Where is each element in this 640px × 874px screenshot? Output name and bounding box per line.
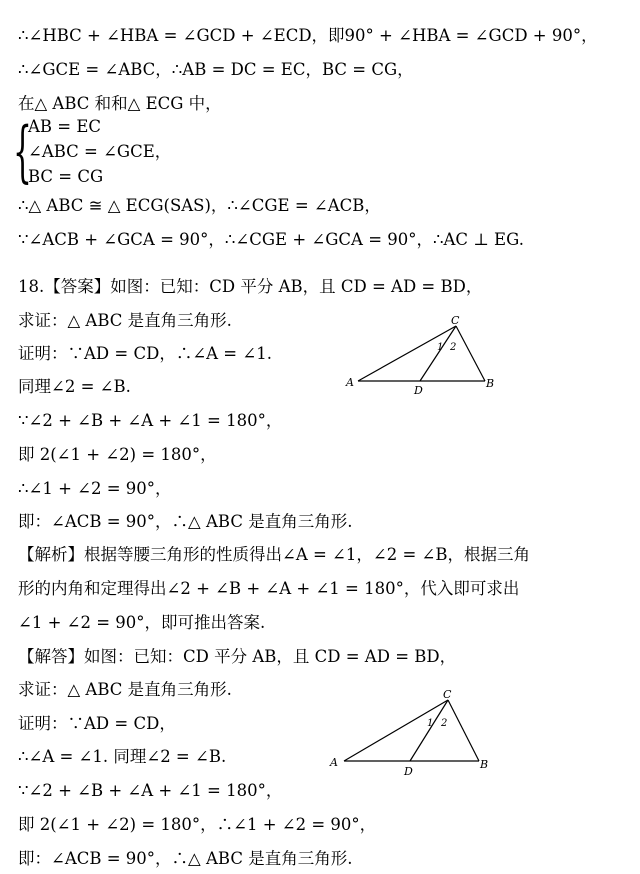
text-line: 【解答】如图：已知：CD 平分 AB，且 CD = AD = BD， xyxy=(18,647,457,666)
segment-ac xyxy=(358,326,456,381)
text-line: 同理∠2 = ∠B. xyxy=(18,377,131,396)
vertex-label-c: C xyxy=(443,688,452,701)
text-line: ∴∠GCE = ∠ABC，∴AB = DC = EC，BC = CG， xyxy=(18,60,414,79)
text-line: 形的内角和定理得出∠2 + ∠B + ∠A + ∠1 = 180°，代入即可求出 xyxy=(18,579,520,598)
segment-ac xyxy=(344,700,448,761)
text-line: 即：∠ACB = 90°，∴△ ABC 是直角三角形. xyxy=(18,512,353,531)
text-line: ∠1 + ∠2 = 90°，即可推出答案. xyxy=(18,613,266,632)
text-line: ∠ABC = ∠GCE， xyxy=(28,142,172,161)
text-line: 证明：∵AD = CD， xyxy=(18,714,176,733)
triangle-figure xyxy=(340,312,510,402)
vertex-label-d: D xyxy=(414,384,423,397)
vertex-label-b: B xyxy=(486,377,495,390)
system-brace: { xyxy=(13,113,32,190)
text-line: 求证：△ ABC 是直角三角形. xyxy=(18,311,232,330)
vertex-label-c: C xyxy=(451,314,460,327)
text-line: 即 2(∠1 + ∠2) = 180°， xyxy=(18,445,217,464)
text-line: ∴∠A = ∠1. 同理∠2 = ∠B. xyxy=(18,747,227,766)
angle-label-1: 1 xyxy=(427,718,434,729)
vertex-label-b: B xyxy=(480,758,489,771)
text-line: 在△ ABC 和和△ ECG 中， xyxy=(18,94,222,113)
text-line: ∵∠2 + ∠B + ∠A + ∠1 = 180°， xyxy=(18,411,283,430)
vertex-label-a: A xyxy=(330,756,338,769)
segment-cb xyxy=(456,326,485,381)
angle-label-1: 1 xyxy=(437,342,444,353)
text-line: AB = EC xyxy=(28,117,102,136)
text-line: ∴∠HBC + ∠HBA = ∠GCD + ∠ECD，即90° + ∠HBA = ∠GCD + 90°， xyxy=(18,26,598,45)
segment-cd xyxy=(420,326,456,381)
text-line: 证明：∵AD = CD，∴∠A = ∠1. xyxy=(18,344,272,363)
text-line: ∵∠ACB + ∠GCA = 90°，∴∠CGE + ∠GCA = 90°，∴AC ⊥ EG. xyxy=(18,230,524,249)
angle-label-2: 2 xyxy=(450,342,457,353)
triangle-figure xyxy=(324,686,504,781)
text-line: 18.【答案】如图：已知：CD 平分 AB，且 CD = AD = BD， xyxy=(18,277,483,296)
text-line: BC = CG xyxy=(28,167,104,186)
vertex-label-d: D xyxy=(404,765,413,778)
text-line: ∵∠2 + ∠B + ∠A + ∠1 = 180°， xyxy=(18,781,283,800)
text-line: 即：∠ACB = 90°，∴△ ABC 是直角三角形. xyxy=(18,849,353,868)
text-line: ∴△ ABC ≅ △ ECG(SAS)，∴∠CGE = ∠ACB， xyxy=(18,196,381,215)
vertex-label-a: A xyxy=(346,376,354,389)
text-line: 求证：△ ABC 是直角三角形. xyxy=(18,680,232,699)
segment-cd xyxy=(410,700,448,761)
segment-cb xyxy=(448,700,479,761)
text-line: 即 2(∠1 + ∠2) = 180°，∴∠1 + ∠2 = 90°， xyxy=(18,815,377,834)
text-line: 【解析】根据等腰三角形的性质得出∠A = ∠1，∠2 = ∠B，根据三角 xyxy=(18,545,530,564)
text-line: ∴∠1 + ∠2 = 90°， xyxy=(18,479,172,498)
angle-label-2: 2 xyxy=(441,718,448,729)
